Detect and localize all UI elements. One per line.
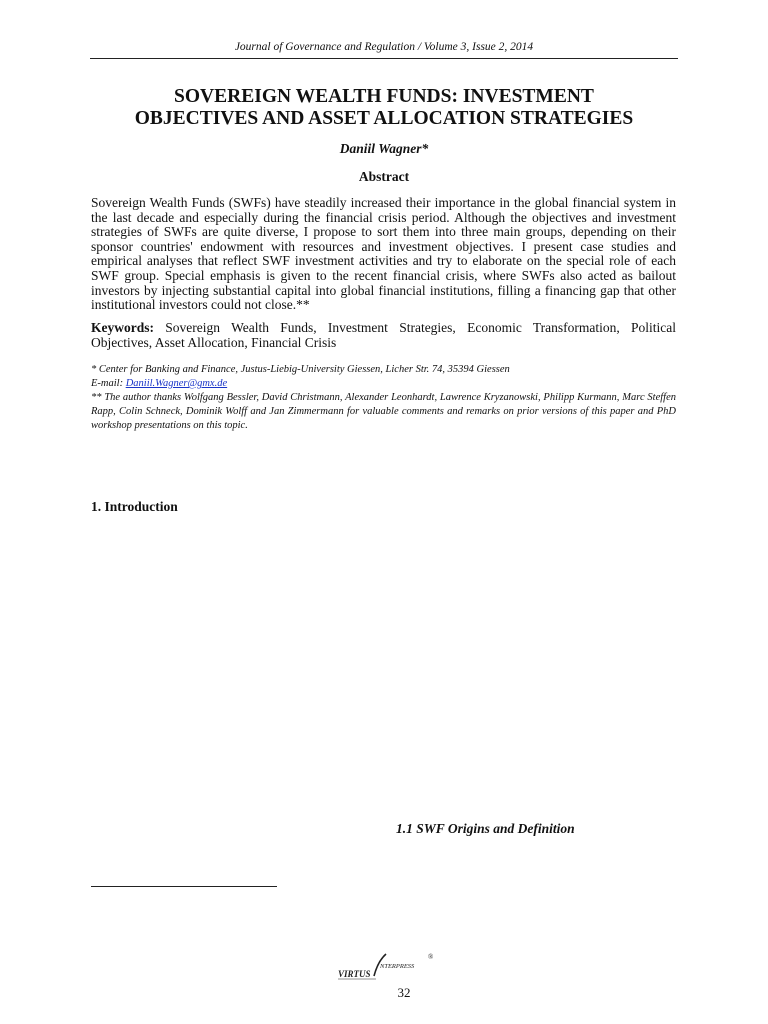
footnote-rule: [91, 886, 277, 887]
email-link[interactable]: Daniil.Wagner@gmx.de: [125, 378, 228, 389]
abstract-text: Sovereign Wealth Funds (SWFs) have steadily increased their importance in the global financial system in the last decade and especially during the financial crisis period. Although the objectives and investment strategies of SWFs are quite diverse, I propose to sort them into three main groups, depending on their sponsor countries' endowment with resources and investment objectives. I present case studies and empirical analyses that reflect SWF investment activities and try to elaborate on the special role of each SWF group. Special emphasis is given to the recent financial crisis, where SWFs also acted as bailout investors by injecting substantial capital into global financial institutions, filling a financing gap that other institutional investors could not close.**: [91, 195, 676, 313]
keywords: [91, 321, 676, 350]
title-line-2: OBJECTIVES AND ASSET ALLOCATION STRATEGIES: [134, 108, 634, 129]
footnote-affiliation: * Center for Banking and Finance, Justus-Liebig-University Giessen, Licher Str. 74, 35394 Giessen: [91, 364, 510, 375]
footnote-email-line: [91, 377, 676, 391]
abstract-heading: Abstract: [358, 169, 410, 184]
section-heading-introduction: 1. Introduction: [91, 499, 178, 514]
author-name: Daniil Wagner*: [339, 141, 429, 156]
logo-text-left: VIRTUS: [338, 969, 371, 979]
running-header: Journal of Governance and Regulation / Volume 3, Issue 2, 2014: [234, 41, 534, 53]
page-number: 32: [397, 985, 411, 1000]
email-label: E-mail:: [91, 378, 124, 389]
subsection-heading-origins: 1.1 SWF Origins and Definition: [396, 821, 575, 836]
header-rule: [90, 58, 678, 59]
title-line-1: SOVEREIGN WEALTH FUNDS: INVESTMENT: [174, 86, 594, 107]
keywords-text: Sovereign Wealth Funds, Investment Strategies, Economic Transformation, Political Objectives, Asset Allocation, Financial Crisis: [91, 320, 677, 350]
footnotes: [91, 363, 676, 433]
footnote-thanks: ** The author thanks Wolfgang Bessler, David Christmann, Alexander Leonhardt, Lawrence Kryzanowski, Philipp Kurmann, Marc Steffen Rapp, Colin Schneck, Dominik Wolff and Jan Zimmermann for valuable comments and remarks on prior versions of this paper and PhD workshop presentations on this topic.: [91, 392, 676, 431]
article-title: [90, 86, 678, 130]
publisher-logo: [336, 949, 436, 981]
logo-registered-mark: ®: [428, 953, 434, 961]
logo-text-right: NTERPRESS: [380, 963, 415, 970]
keywords-label: Keywords:: [91, 320, 154, 335]
